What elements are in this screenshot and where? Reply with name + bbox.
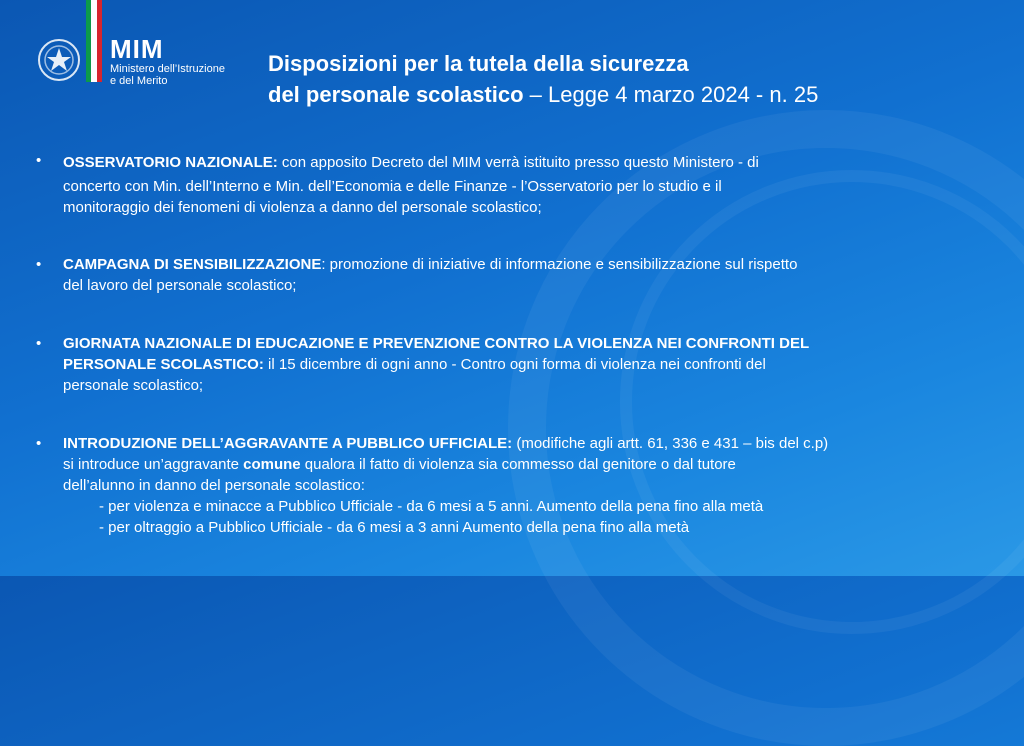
item-text: del lavoro del personale scolastico; [63,277,297,294]
item-heading: OSSERVATORIO NAZIONALE: [63,154,278,171]
bullet-item-giornata [36,333,936,396]
logo-subtitle-line1: Ministero dell’Istruzione [110,63,225,75]
item-heading: INTRODUZIONE DELL’AGGRAVANTE A PUBBLICO UFFICIALE: [63,435,513,452]
item-text: qualora il fatto di violenza sia commesso dal genitore o dal tutore [300,456,736,473]
item-heading: CAMPAGNA DI SENSIBILIZZAZIONE [63,256,322,273]
item-heading-line1: GIORNATA NAZIONALE DI EDUCAZIONE E PREVENZIONE CONTRO LA VIOLENZA NEI CONFRONTI DEL [63,335,810,352]
title-line2 [268,79,818,110]
item-text: con apposito Decreto del MIM verrà istituito presso questo Ministero - di [277,154,759,171]
title-line2-bold: del personale scolastico [268,82,524,107]
bullet-item-campagna [36,254,936,296]
bullet-item-osservatorio [36,150,936,218]
item-text: personale scolastico; [63,377,204,394]
item-text: il 15 dicembre di ogni anno - Contro ogni forma di violenza nei confronti del [263,356,766,373]
logo-subtitle [110,63,225,87]
title-line1: Disposizioni per la tutela della sicurezza [268,51,689,76]
sub-item-oltraggio: - per oltraggio a Pubblico Ufficiale - da 6 mesi a 3 anni Aumento della pena fino alla metà [99,519,690,536]
bullet-item-aggravante [36,433,936,538]
title-line2-rest: – Legge 4 marzo 2024 - n. 25 [523,82,819,107]
item-text: (modifiche agli artt. 61, 336 e 431 – bis del c.p) [512,435,829,452]
bullet-list [36,150,936,575]
item-text: monitoraggio dei fenomeni di violenza a danno del personale scolastico; [63,199,542,216]
italian-flag-stripe [86,0,102,82]
item-heading-line2: PERSONALE SCOLASTICO: [63,356,264,373]
item-text: si introduce un’aggravante [63,456,244,473]
slide-title [268,48,818,110]
item-emphasis: comune [243,456,301,473]
logo-name: MIM [110,34,164,64]
item-heading [63,333,936,354]
item-text: dell’alunno in danno del personale scolastico: [63,477,365,494]
sub-item-violenza: - per violenza e minacce a Pubblico Ufficiale - da 6 mesi a 5 anni. Aumento della pena fino alla metà [99,498,764,515]
logo-subtitle-line2: e del Merito [110,75,168,87]
item-text: : promozione di iniziative di informazione e sensibilizzazione sul rispetto [321,256,798,273]
item-text: concerto con Min. dell’Interno e Min. dell’Economia e delle Finanze - l’Osservatorio per lo studio e il [63,178,722,195]
republic-emblem-icon [37,38,81,82]
